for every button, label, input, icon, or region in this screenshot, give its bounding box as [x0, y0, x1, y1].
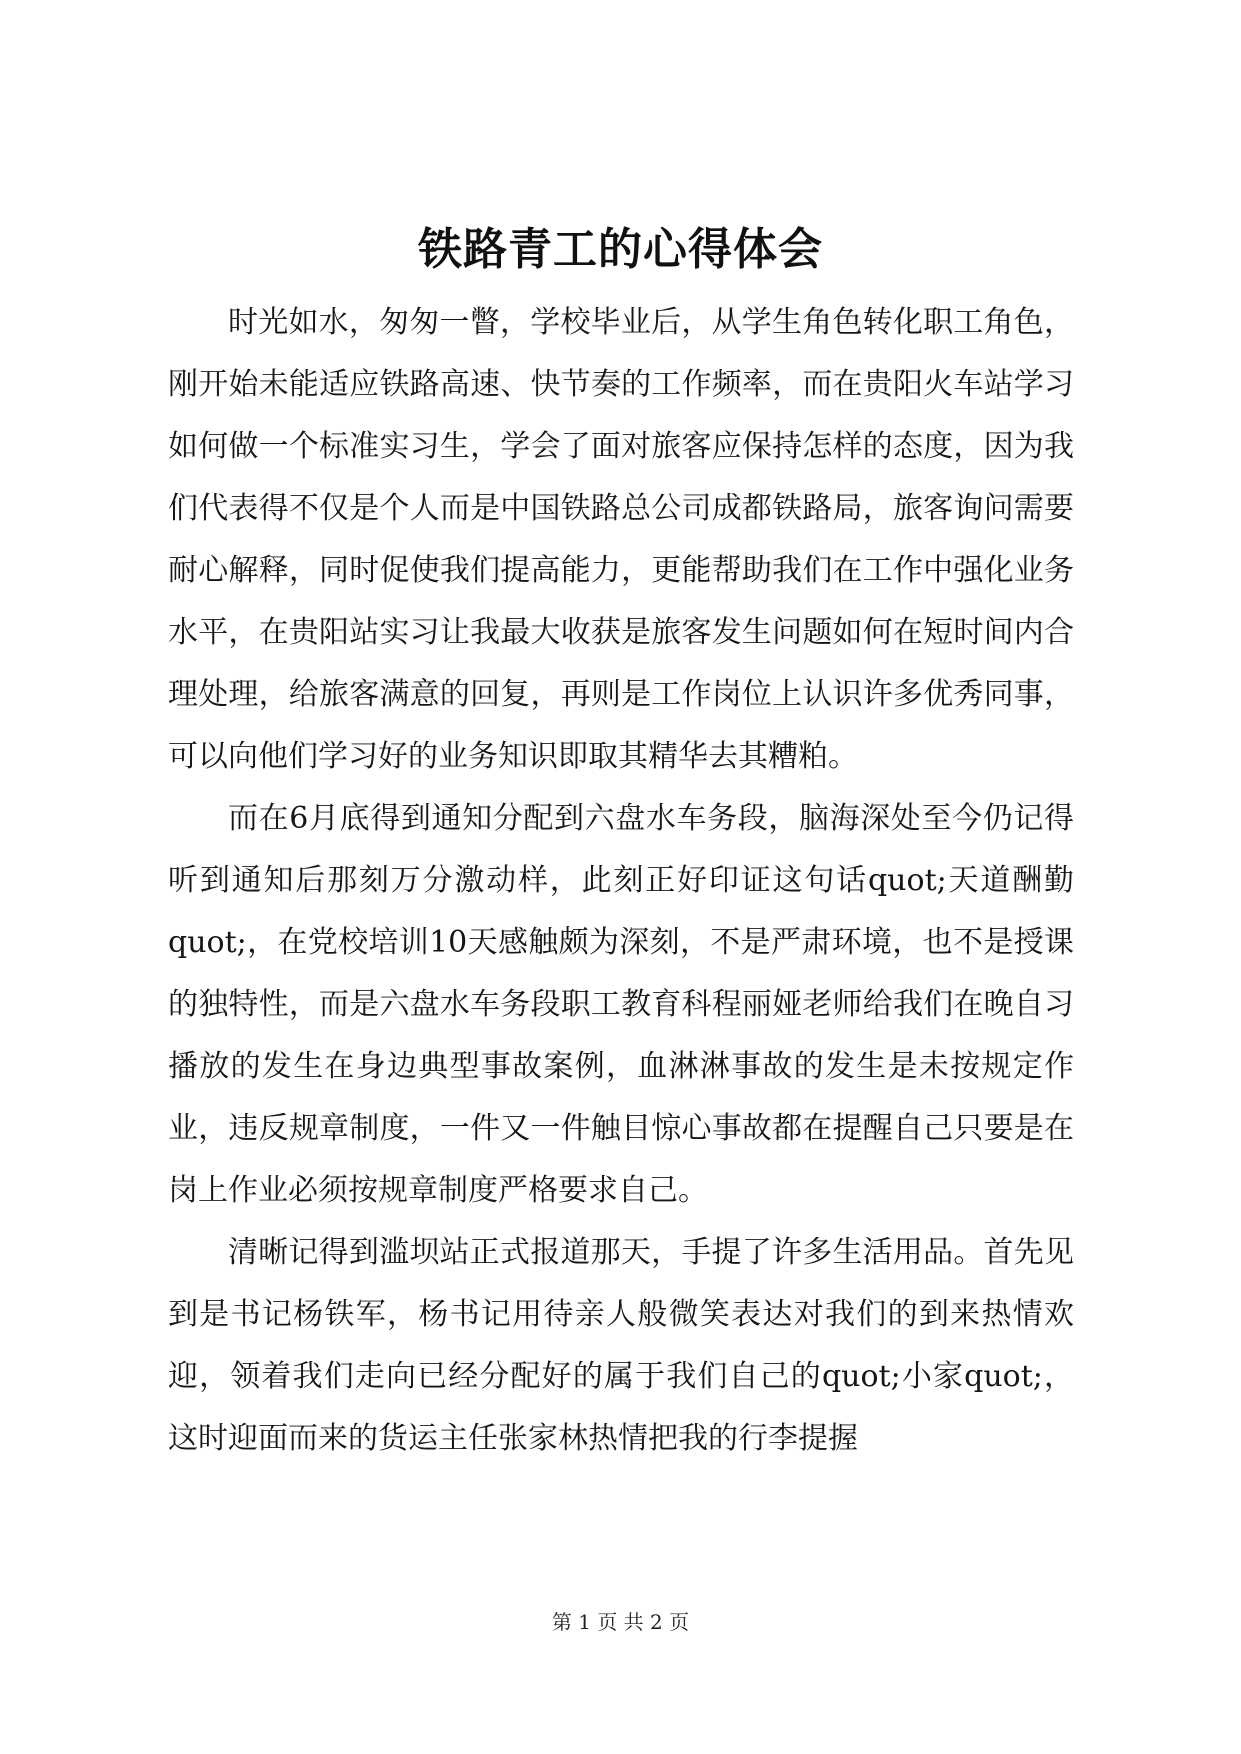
paragraph-1: 时光如水，匆匆一瞥，学校毕业后，从学生角色转化职工角色，刚开始未能适应铁路高速、快节奏的工作频率，而在贵阳火车站学习如何做一个标准实习生，学会了面对旅客应保持怎样的态度，因为我们代表得不仅是个人而是中国铁路总公司成都铁路局，旅客询问需要耐心解释，同时促使我们提高能力，更能帮助我们在工作中强化业务水平，在贵阳站实习让我最大收获是旅客发生问题如何在短时间内合理处理，给旅客满意的回复，再则是工作岗位上认识许多优秀同事，可以向他们学习好的业务知识即取其精华去其糟粕。 — [168, 305, 1074, 774]
document-title: 铁路青工的心得体会 — [418, 224, 823, 275]
page-number: 第 1 页 共 2 页 — [551, 1610, 690, 1634]
paragraph-2: 而在6月底得到通知分配到六盘水车务段，脑海深处至今仍记得听到通知后那刻万分激动样，此刻正好印证这句话quot;天道酬勤quot;，在党校培训10天感触颇为深刻，不是严肃环境，也不是授课的独特性，而是六盘水车务段职工教育科程丽娅老师给我们在晚自习播放的发生在身边典型事故案例，血淋淋事故的发生是未按规定作业，违反规章制度，一件又一件触目惊心事故都在提醒自己只要是在岗上作业必须按规章制度严格要求自己。 — [168, 801, 1074, 1208]
paragraph-3: 清晰记得到滥坝站正式报道那天，手提了许多生活用品。首先见到是书记杨铁军，杨书记用待亲人般微笑表达对我们的到来热情欢迎，领着我们走向已经分配好的属于我们自己的quot;小家quot;，这时迎面而来的货运主任张家林热情把我的行李提握 — [168, 1235, 1074, 1456]
document-body — [168, 292, 1074, 1470]
